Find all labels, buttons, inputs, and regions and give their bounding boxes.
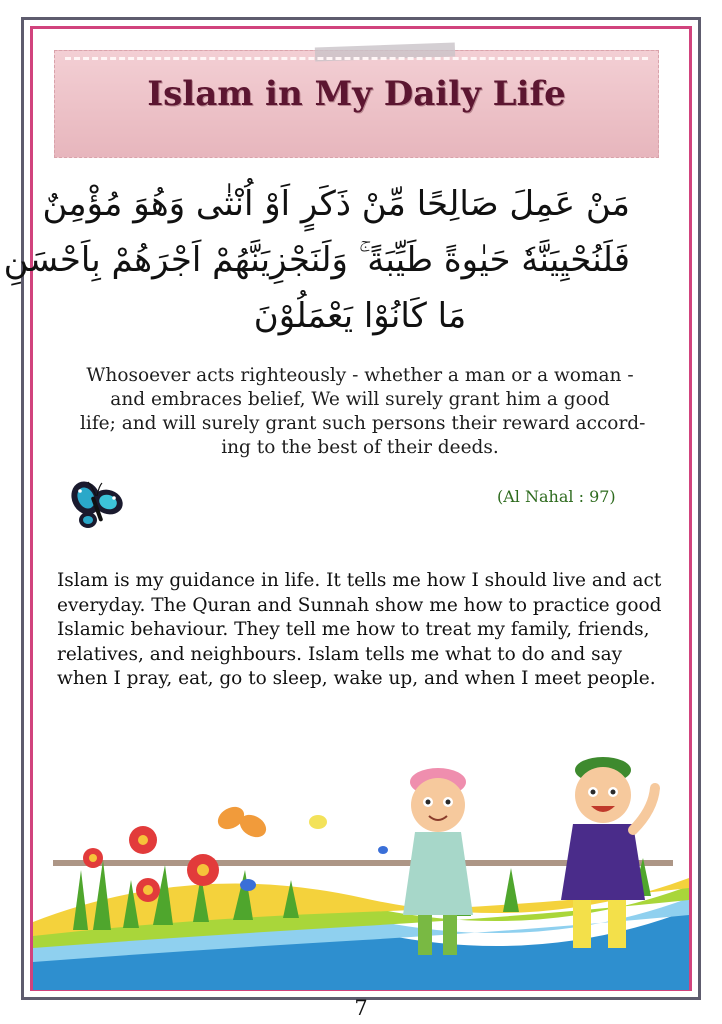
page-number: 7 — [354, 996, 368, 1020]
quran-verse-arabic — [3, 176, 630, 344]
body-line: Islam is my guidance in life. It tells me how I should live and act — [57, 570, 662, 591]
children-meadow-illustration — [33, 740, 689, 990]
body-line: Islamic behaviour. They tell me how to treat my family, friends, — [57, 619, 650, 640]
translation-line: Whosoever acts righteously - whether a man or a woman - — [86, 365, 634, 386]
body-line: relatives, and neighbours. Islam tells me what to do and say — [57, 643, 623, 665]
arabic-line: مَا كَانُوْا يَعْمَلُوْنَ — [253, 296, 467, 336]
body-line: everyday. The Quran and Sunnah show me how to practice good — [57, 594, 662, 616]
arabic-line: مَنْ عَمِلَ صَالِحًا مِّنْ ذَكَرٍ اَوْ اُنْثٰى وَهُوَ مُؤْمِنٌ — [42, 184, 630, 224]
body-line: when I pray, eat, go to sleep, wake up, and when I meet people. — [57, 668, 656, 689]
page-title: Islam in My Daily Life — [147, 74, 566, 114]
banner-stitching — [65, 57, 648, 66]
translation-line: ing to the best of their deeds. — [221, 437, 499, 458]
translation-line: and embraces belief, We will surely grant him a good — [110, 389, 610, 410]
verse-reference: (Al Nahal : 97) — [497, 487, 616, 506]
translation-line: life; and will surely grant such persons their reward accord- — [80, 413, 646, 434]
body-paragraph — [57, 569, 667, 692]
arabic-line: فَلَنُحْيِيَنَّهٗ حَيٰوةً طَيِّبَةً ۚ وَلَنَجْزِيَنَّهُمْ اَجْرَهُمْ بِاَحْسَنِ — [3, 240, 630, 280]
verse-translation — [80, 364, 646, 460]
butterfly-icon — [66, 478, 128, 538]
